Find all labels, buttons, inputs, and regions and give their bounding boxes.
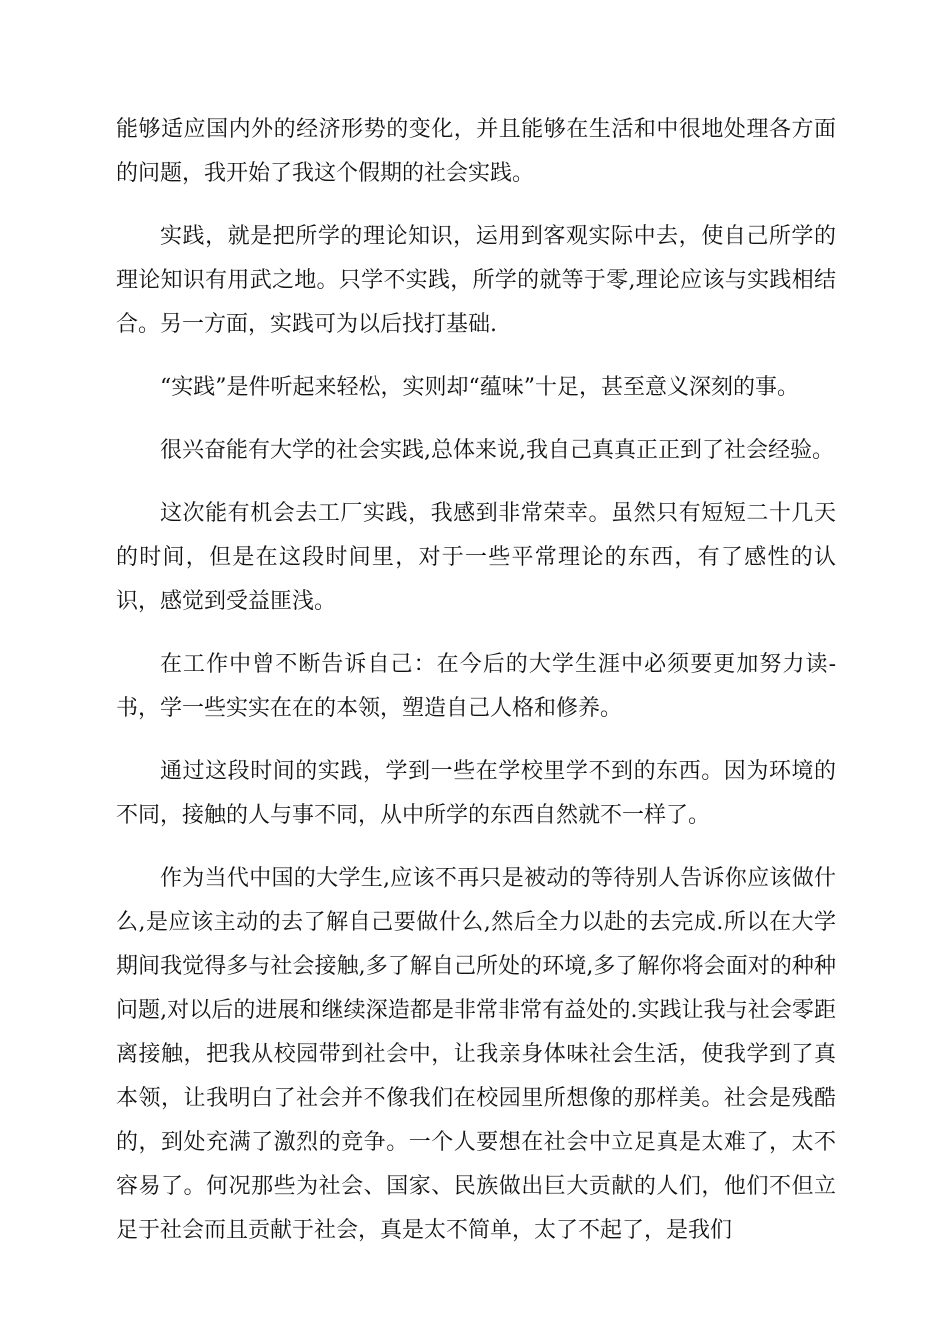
paragraph-6: 在工作中曾不断告诉自己：在今后的大学生涯中必须要更加努力读-书，学一些实实在在的本领，塑造自己人格和修养。 <box>116 652 836 721</box>
paragraph-5: 这次能有机会去工厂实践，我感到非常荣幸。虽然只有短短二十几天的时间，但是在这段时间里，对于一些平常理论的东西，有了感性的认识，感觉到受益匪浅。 <box>116 501 836 614</box>
paragraph-4: 很兴奋能有大学的社会实践,总体来说,我自己真真正正到了社会经验。 <box>160 438 834 463</box>
paragraph-1: 能够适应国内外的经济形势的变化，并且能够在生活和中很地处理各方面的问题，我开始了我这个假期的社会实践。 <box>116 117 836 186</box>
paragraph-2: 实践，就是把所学的理论知识，运用到客观实际中去，使自己所学的理论知识有用武之地。只学不实践，所学的就等于零,理论应该与实践相结合。另一方面，实践可为以后找打基础. <box>116 224 836 337</box>
paragraph-3: “实践”是件听起来轻松，实则却“蕴味”十足，甚至意义深刻的事。 <box>160 375 799 400</box>
document-body <box>116 108 836 1272</box>
paragraph-8: 作为当代中国的大学生,应该不再只是被动的等待别人告诉你应该做什么,是应该主动的去了解自己要做什么,然后全力以赴的去完成.所以在大学期间我觉得多与社会接触,多了解自己所处的环境,多了解你将会面对的种种问题,对以后的进展和继续深造都是非常非常有益处的.实践让我与社会零距离接触，把我从校园带到社会中，让我亲身体味社会生活，使我学到了真本领，让我明白了社会并不像我们在校园里所想像的那样美。社会是残酷的，到处充满了激烈的竞争。一个人要想在社会中立足真是太难了，太不容易了。何况那些为社会、国家、民族做出巨大贡献的人们，他们不但立足于社会而且贡献于社会，真是太不简单，太了不起了，是我们 <box>116 866 836 1243</box>
paragraph-7: 通过这段时间的实践，学到一些在学校里学不到的东西。因为环境的不同，接触的人与事不同，从中所学的东西自然就不一样了。 <box>116 759 836 828</box>
